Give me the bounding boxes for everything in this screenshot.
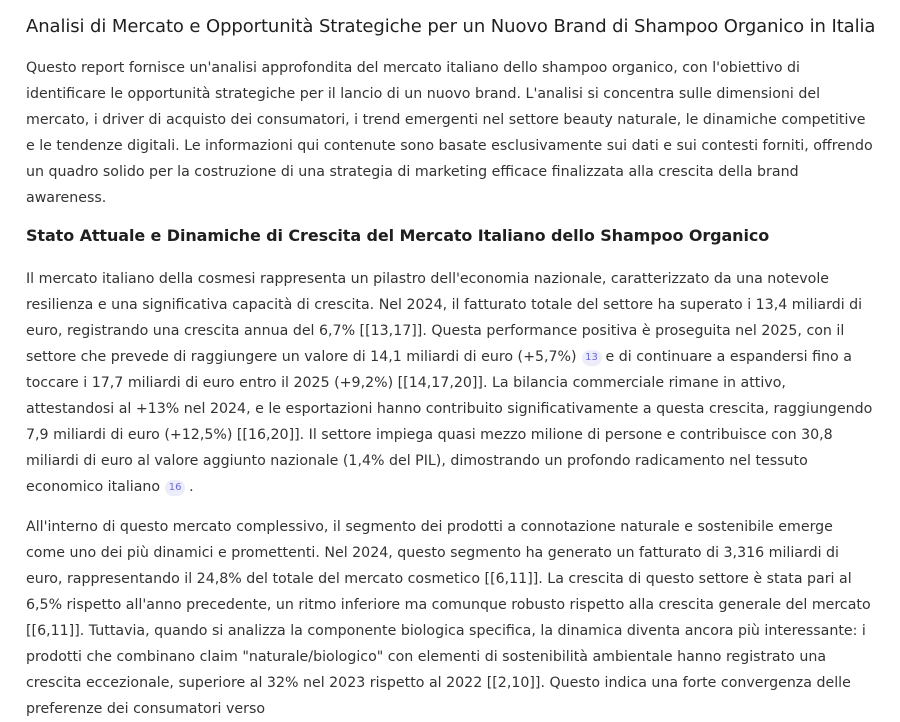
paragraph-text-part: e di continuare a espandersi fino a toccare i 17,7 miliardi di euro entro il 2025 (+9,2%) [[14,17,20]]. La bilancia commerciale rimane in attivo, attestandosi al +13% nel 2024, e le esportazioni hanno contribuito significativamente a questa crescita, raggiungendo 7,9 miliardi di euro (+12,5%) [[16,20]]. Il settore impiega quasi mezzo milione di persone e contribuisce con 30,8 miliardi di euro al valore aggiunto nazionale (1,4% del PIL), dimostrando un profondo radicamento nel tessuto economico italiano [26,349,873,495]
citation-badge-13[interactable]: 13 [582,350,602,366]
paragraph-text-part: Il mercato italiano della cosmesi rappresenta un pilastro dell'economia nazionale, caratterizzato da una notevole resilienza e una significativa capacità di crescita. Nel 2024, il fatturato totale del settore ha superato i 13,4 miliardi di euro, registrando una crescita annua del 6,7% [[13,17]]. Questa performance positiva è proseguita nel 2025, con il settore che prevede di raggiungere un valore di 14,1 miliardi di euro (+5,7%) [26,271,863,365]
paragraph-text-part: . [189,479,194,495]
natural-segment-paragraph: All'interno di questo mercato complessivo, il segmento dei prodotti a connotazione naturale e sostenibile emerge come uno dei più dinamici e promettenti. Nel 2024, questo segmento ha generato un fatturato di 3,316 miliardi di euro, rappresentando il 24,8% del totale del mercato cosmetico [[6,11]]. La crescita di questo settore è stata pari al 6,5% rispetto all'anno precedente, un ritmo inferiore ma comunque robusto rispetto alla crescita generale del mercato [[6,11]]. Tuttavia, quando si analizza la componente biologica specifica, la dinamica diventa ancora più interessante: i prodotti che combinano claim "naturale/biologico" con elementi di sostenibilità ambientale hanno registrato una crescita eccezionale, superiore al 32% nel 2023 rispetto al 2022 [[2,10]]. Questo indica una forte convergenza delle preferenze dei consumatori verso [26,519,871,717]
report-title: Analisi di Mercato e Opportunità Strategiche per un Nuovo Brand di Shampoo Organico in Italia [26,16,876,37]
intro-paragraph: Questo report fornisce un'analisi approfondita del mercato italiano dello shampoo organico, con l'obiettivo di identificare le opportunità strategiche per il lancio di un nuovo brand. L'analisi si concentra sulle dimensioni del mercato, i driver di acquisto dei consumatori, i trend emergenti nel settore beauty naturale, le dinamiche competitive e le tendenze digitali. Le informazioni qui contenute sono basate esclusivamente sui dati e sui contesti forniti, offrendo un quadro solido per la costruzione di una strategia di marketing efficace finalizzata alla crescita della brand awareness. [26,60,873,206]
market-growth-paragraph [26,266,876,500]
section-heading: Stato Attuale e Dinamiche di Crescita del Mercato Italiano dello Shampoo Organico [26,226,770,245]
citation-badge-16[interactable]: 16 [165,480,185,496]
